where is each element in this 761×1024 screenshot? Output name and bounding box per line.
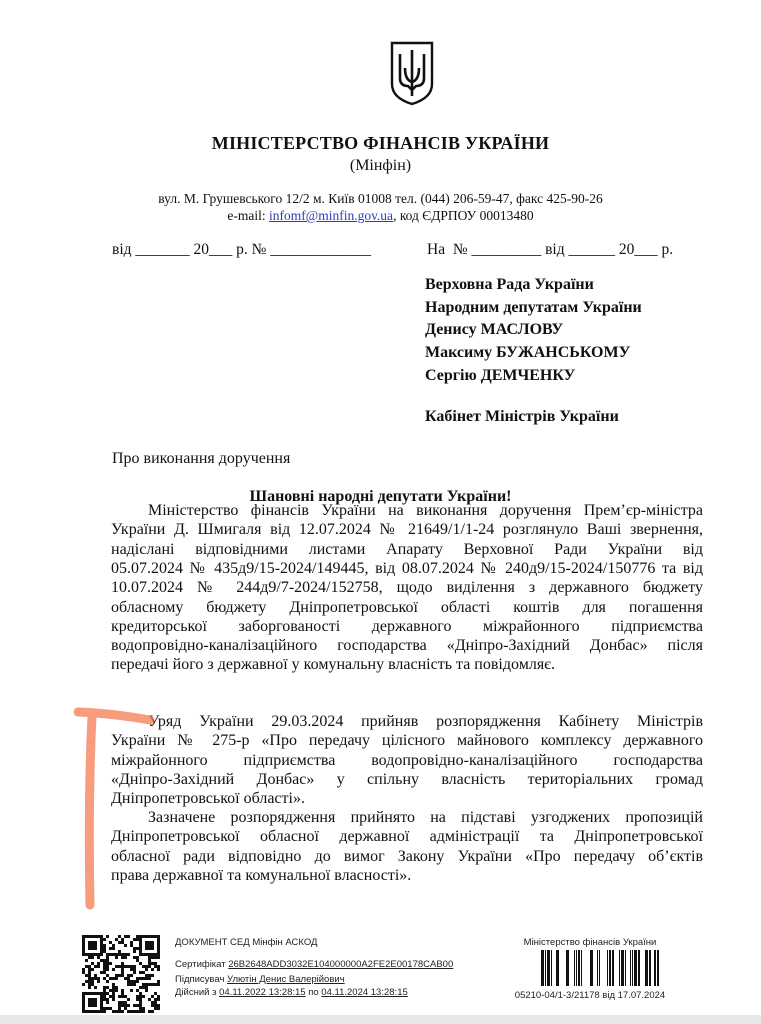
body-line: обласному бюджету Дніпропетровської області коштів для погашення [111,598,703,616]
recipient: Народним депутатам України [425,299,642,316]
body-line: міжрайонного підприємства водопровідно-каналізаційного господарства [111,751,703,769]
recipient: Денису МАСЛОВУ [425,321,564,338]
letter-subject: Про виконання доручення [112,450,291,467]
recipient: Сергію ДЕМЧЕНКУ [425,367,576,384]
body-line: обласної ради відповідно до вимог Закону України «Про передачу об’єктів [111,847,703,865]
email-link[interactable]: infomf@minfin.gov.ua [269,208,394,223]
trident-coat-of-arms-icon [389,40,435,106]
incoming-reference: На № _________ від ______ 20___ р. [427,241,674,258]
certificate-id: 26B2648ADD3032E104000000A2FE2E00178CAB00 [228,959,454,970]
edrpou-code: , код ЄДРПОУ 00013480 [393,208,534,223]
body-line: 10.07.2024 № 244д9/7-2024/152758, щодо виділення з державного бюджету [111,579,703,597]
registration-number: 05210-04/1-3/21178 від 17.07.2024 [514,990,666,1001]
qr-code-icon [82,935,160,1013]
body-line: Зазначене розпорядження прийнято на підставі узгоджених пропозицій [148,809,703,826]
validity [175,987,408,998]
body-line: України Д. Шмигаля від 12.07.2024 № 21649/1/1-24 розглянуло Ваші звернення, [111,521,703,539]
bottom-bar [0,1015,761,1024]
barcode-organization: Міністерство фінансів України [523,937,657,948]
body-line: України № 275-р «Про передачу цілісного майнового комплексу державного [111,732,703,750]
ministry-contacts [0,208,761,224]
body-line: надіслані відповідними листами Апарату Верховної Ради України від [111,540,703,558]
body-line: кредиторської заборгованості державного міжрайонного підприємства [111,617,703,635]
valid-to: 04.11.2024 13:28:15 [321,987,408,998]
ministry-short-name: (Мінфін) [349,157,412,174]
signer [175,974,345,985]
validity-label: Дійсний з [175,987,220,998]
validity-to-label: по [305,987,322,998]
ministry-address: вул. М. Грушевського 12/2 м. Київ 01008 тел. (044) 206-59-47, факс 425-90-26 [158,191,603,206]
certificate-label: Сертифікат [175,959,229,970]
recipient: Максиму БУЖАНСЬКОМУ [425,344,631,361]
body-line: 05.07.2024 № 435д9/15-2024/149445, від 08.07.2024 № 240д9/15-2024/150776 та від [111,559,703,577]
email-label: e-mail: [227,208,270,223]
signer-name: Улютін Денис Валерійович [227,974,345,985]
certificate [175,959,453,970]
body-line: Міністерство фінансів України на виконання доручення Прем’єр-міністра [148,502,703,519]
signer-label: Підписувач [175,974,228,985]
salutation: Шановні народні депутати України! [249,488,512,505]
outgoing-registration: від _______ 20___ р. № _____________ [112,241,372,258]
body-line: Дніпропетровської області». [111,790,305,808]
body-line: «Дніпро-Західний Донбас» у спільну власність територіальних громад [111,770,703,788]
recipient: Верховна Рада України [425,276,594,293]
ministry-title: МІНІСТЕРСТВО ФІНАНСІВ УКРАЇНИ [211,133,550,153]
valid-from: 04.11.2022 13:28:15 [219,987,306,998]
document-system: ДОКУМЕНТ СЕД Мінфін АСКОД [175,937,318,948]
body-line: передачі його з державної у комунальну власність та повідомляє. [111,656,556,674]
barcode-icon [532,950,662,986]
body-line: Дніпропетровської обласної державної адміністрації та Дніпропетровської [111,828,703,846]
body-line: водопровідно-каналізаційного господарства «Дніпро-Західний Донбас» після [111,637,703,655]
body-line: Уряд України 29.03.2024 прийняв розпорядження Кабінету Міністрів [148,713,703,730]
body-line: права державної та комунальної власності». [111,866,412,884]
recipient: Кабінет Міністрів України [425,408,619,425]
